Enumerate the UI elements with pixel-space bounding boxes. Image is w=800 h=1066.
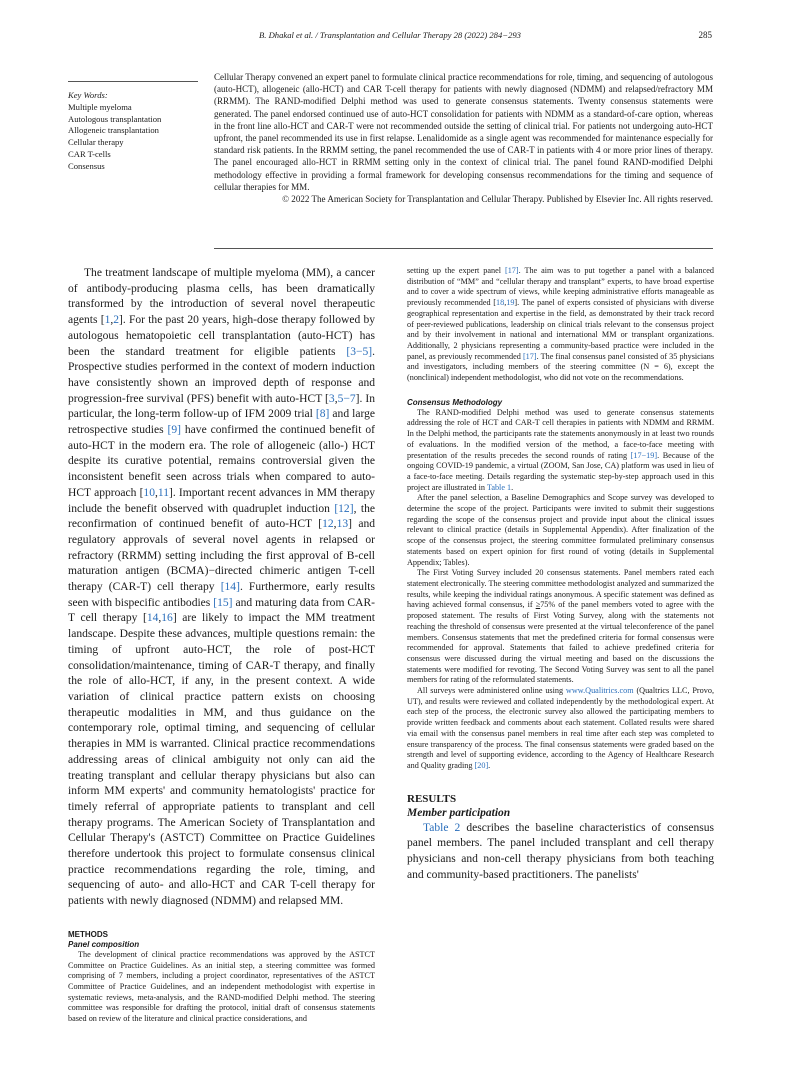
- page-number: 285: [698, 30, 712, 40]
- panel-composition-heading: Panel composition: [68, 939, 140, 949]
- reference-link[interactable]: [20]: [474, 760, 489, 770]
- reference-link[interactable]: 2: [113, 314, 120, 327]
- reference-link[interactable]: 5−7: [337, 392, 356, 405]
- results-heading: RESULTS: [407, 792, 457, 805]
- reference-link[interactable]: Table 2: [423, 821, 461, 834]
- keyword-item: Autologous transplantation: [68, 113, 162, 124]
- intro-paragraph: The treatment landscape of multiple myeloma (MM), a cancer of antibody-producing plasma cells, has been dramatically transformed by the introduction of several novel therapeutic agents [1,2]. For the past 20 years, high-dose therapy followed by autologous hematopoietic cell transplantation (auto-HCT) has been the standard treatment for eligible patients [3−5]. Prospective studies performed in the context of modern induction have consistently shown an improved depth of response and progression-free survival (PFS) benefit with auto-HCT [3,5−7]. In particular, the long-term follow-up of IFM 2009 trial [8] and large retrospective studies [9] have confirmed the continued benefit of auto-HCT in the modern era. The role of allogeneic (allo-) HCT despite its curative potential, remains controversial given the inconsistent benefit seen across trials when compared to auto-HCT approach [10,11]. Important recent advances in MM therapy include the benefit observed with quadruplet induction [12], the reconfirmation of continued benefit of auto-HCT [12,13] and regulatory approvals of several novel agents in relapsed or refractory (RRMM) setting including the first approval of B-cell maturation antigen (BCMA)−directed chimeric antigen T-cell therapy (CAR-T) cell therapy [14]. Furthermore, early results seen with bispecific antibodies [15] and maturing data from CAR-T cell therapy [14,16] are likely to impact the MM treatment landscape. Despite these advances, multiple questions remain: the timing of upfront auto-HCT, the role of post-HCT consolidation/maintenance, timing of CAR-T therapy, and finally the role of allo-HCT, if any, in the present context. A wide variation of clinical practice pattern exists on choosing therapeutic modalities in MM, and thus guidance on the contemporary role, optimal timing, and sequencing of cellular therapies in MM is warranted. Clinical practice recommendations addressing areas of clinical ambiguity not only can aid the treating transplant and cellular therapy physicians but also can inform MM experts' and community hematologists' practice for timely referral of appropriate patients to transplant and cell therapy programs. The American Society of Transplantation and Cellular Therapy's (ASTCT) Committee on Practice Guidelines therefore undertook this project to formulate consensus clinical practice recommendations regarding the role, timing, and sequencing of auto- and allo-HCT and CAR T-cell therapy for patients with newly diagnosed (NDMM) and relapsed MM.: [68, 267, 376, 908]
- keyword-item: Consensus: [68, 160, 105, 171]
- results-paragraph: Table 2 describes the baseline characteristics of consensus panel members. The panel included transplant and cell therapy physicians and non-cell therapy physicians from both teaching and community-based practitioners. The panelists': [407, 821, 715, 881]
- methods-heading: METHODS: [68, 929, 108, 939]
- reference-link[interactable]: 18: [496, 298, 505, 308]
- reference-link[interactable]: [12]: [334, 502, 354, 515]
- right-column: [407, 266, 714, 883]
- abstract-divider: [214, 248, 713, 249]
- left-column: [68, 266, 375, 1025]
- keyword-item: Multiple myeloma: [68, 101, 132, 112]
- keywords-box: [68, 81, 198, 173]
- consensus-paragraph-2: After the panel selection, a Baseline Demographics and Scope survey was developed to determine the scope of the project. Participants were invited to submit their suggestions regarding the scope of the consensus project and provide input about the clinical issues relevant to clinical practice (details in Supplemental Appendix). After finalization of the scope of the consensus project, the steering committee formulated preliminary consensus statements based on expert opinion for first round of voting (details in Supplemental Appendix; Tables).: [407, 493, 714, 567]
- consensus-p3-part-a: The First Voting Survey included 20 consensus statements. Panel members rated each statement electronically. The steering committee methodologist analyzed and summarized the results, while keeping the individual ratings anonymous. A specific statement was defined as having achieved formal consensus, if: [407, 568, 714, 610]
- reference-link[interactable]: [15]: [213, 596, 233, 609]
- reference-link[interactable]: 14: [146, 612, 159, 625]
- abstract-copyright: © 2022 The American Society for Transplantation and Cellular Therapy. Published by Elsevier Inc. All rights reserved.: [282, 194, 713, 205]
- keywords-title: Key Words:: [68, 90, 108, 100]
- reference-link[interactable]: 11: [157, 486, 169, 499]
- keyword-item: Allogeneic transplantation: [68, 125, 159, 136]
- reference-link[interactable]: 10: [143, 486, 155, 499]
- panel-composition-continued: setting up the expert panel [17]. The aim was to put together a panel with a balanced distribution of “MM” and “cellular therapy and transplant” experts, to have broad expertise and to cover a wide spectrum of views, while keeping administrative efforts manageable as previously recommended [18,19]. The panel of experts consisted of physicians with diverse geographical representation and expertise in the field, as demonstrated by their track record of peer-reviewed publications, leadership on clinical trials relevant to the consensus project and by their involvement in national and international MM or transplant organizations. Additionally, 2 physicians representing a community-based practice were included in the panel, as previously recommended [17]. The final consensus panel consisted of 35 physicians and investigators, including members of the steering committee (N = 6), except the (nonclinical) independent methodologist, who did not vote on the recommendations.: [407, 266, 715, 383]
- panel-composition-paragraph: The development of clinical practice recommendations was approved by the ASTCT Committee on Practice Guidelines. As an initial step, a steering committee was formed comprising of 7 members, including a project coordinator, representatives of the ASTCT Committee of Practice Guidelines, and an independent methodologist with expertise in systematic reviews, meta-analysis, and the RAND-modified Delphi method. The steering committee was responsible for drafting the protocol, initial draft of consensus statements based on review of the literature and clinical practice considerations, and: [68, 949, 375, 1024]
- keyword-item: CAR T-cells: [68, 148, 111, 159]
- reference-link[interactable]: 16: [161, 612, 173, 625]
- reference-link[interactable]: 13: [336, 518, 349, 531]
- reference-link[interactable]: 12: [322, 518, 334, 531]
- reference-link[interactable]: [17−19]: [630, 450, 658, 460]
- consensus-methodology-heading: Consensus Methodology: [407, 397, 503, 407]
- reference-link[interactable]: [9]: [167, 424, 181, 437]
- reference-link[interactable]: www.Qualitrics.com: [565, 686, 634, 696]
- reference-link[interactable]: [8]: [315, 408, 330, 421]
- running-head: [68, 30, 712, 40]
- reference-link[interactable]: [17]: [504, 266, 519, 275]
- keyword-item: Cellular therapy: [68, 137, 124, 148]
- reference-link[interactable]: 1: [104, 314, 111, 327]
- reference-link[interactable]: 3: [328, 392, 335, 405]
- consensus-p3-part-b: 75% of the panel members voted to agree with the proposed statement. The results of First Voting Survey, along with the statements not reaching the threshold of consensus were presented at the virtual teleconference of the panel members. Consensus statements that met the predefined criteria for formal consensus were recommended for approval. Statements that failed to achieve predefined criteria for consensus were discussed during the virtual meeting and based on the discussions the statements were modified for revoting. The Second Voting Survey was sent to all the panel members for rating of the reformulated statements.: [407, 600, 715, 685]
- reference-link[interactable]: [3−5]: [346, 345, 373, 358]
- consensus-paragraph-1: The RAND-modified Delphi method was used to generate consensus statements addressing the role of HCT and CAR-T cell therapies in patients with NDMM and RRMM. In the Delphi method, the participants rate the statements anonymously in at least two rounds of evaluations. In the modified version of the method, a face-to-face meeting with presentation of the results precedes the second rounds of rating [17−19]. Because of the ongoing COVID-19 pandemic, a virtual (ZOOM, San Jose, CA) platform was used in lieu of a face-to-face meeting. Details regarding the systematic step-by-step approach used in this project are illustrated in Table 1.: [407, 407, 714, 492]
- reference-link[interactable]: [17]: [522, 351, 537, 361]
- member-participation-heading: Member participation: [407, 806, 511, 819]
- running-head-text: B. Dhakal et al. / Transplantation and Cellular Therapy 28 (2022) 284−293: [259, 30, 521, 40]
- abstract: [214, 71, 713, 205]
- consensus-paragraph-3: [407, 568, 714, 686]
- reference-link[interactable]: 19: [506, 298, 515, 308]
- reference-link[interactable]: [14]: [220, 581, 240, 594]
- reference-link[interactable]: Table 1: [486, 482, 512, 492]
- consensus-paragraph-4: All surveys were administered online using www.Qualitrics.com (Qualtrics LLC, Provo, UT), and results were reviewed and collated independently by the methodological expert. At each step of the process, the electronic survey also allowed the participating members to provide written feedback and comments about each statement. Collated results were shared via email with the consensus panel members in real time after each step was completed to ensure transparency of the process. The final consensus statements were graded based on the strength and level of supporting evidence, according to the Agency of Healthcare Research and Quality grading [20].: [407, 686, 714, 770]
- abstract-body: Cellular Therapy convened an expert panel to formulate clinical practice recommendations for role, timing, and sequencing of autologous (auto-HCT), allogeneic (allo-HCT) and CAR T-cell therapy for patients with newly diagnosed (NDMM) and relapsed/refractory MM (RRMM). The RAND-modified Delphi method was used to generate consensus statements. Twenty consensus statements were generated. The panel endorsed continued use of auto-HCT consolidation for patients with NDMM as a standard-of-care option, whereas in the front line allo-HCT and CAR-T were not recommended outside the setting of clinical trial. For patients not undergoing auto-HCT upfront, the panel recommended its use in first relapse. Lenalidomide as a single agent was recommended for maintenance especially for standard risk patients. In the RRMM setting, the panel recommended the use of CAR-T in patients with 4 or more prior lines of therapy. The panel encouraged allo-HCT in RRMM setting only in the context of clinical trial. The panel found RAND-modified Delphi methodology effective in providing a formal framework for developing consensus recommendations for the timing and sequence of cellular therapies for MM.: [214, 72, 713, 192]
- ge-symbol: ≥: [535, 600, 541, 610]
